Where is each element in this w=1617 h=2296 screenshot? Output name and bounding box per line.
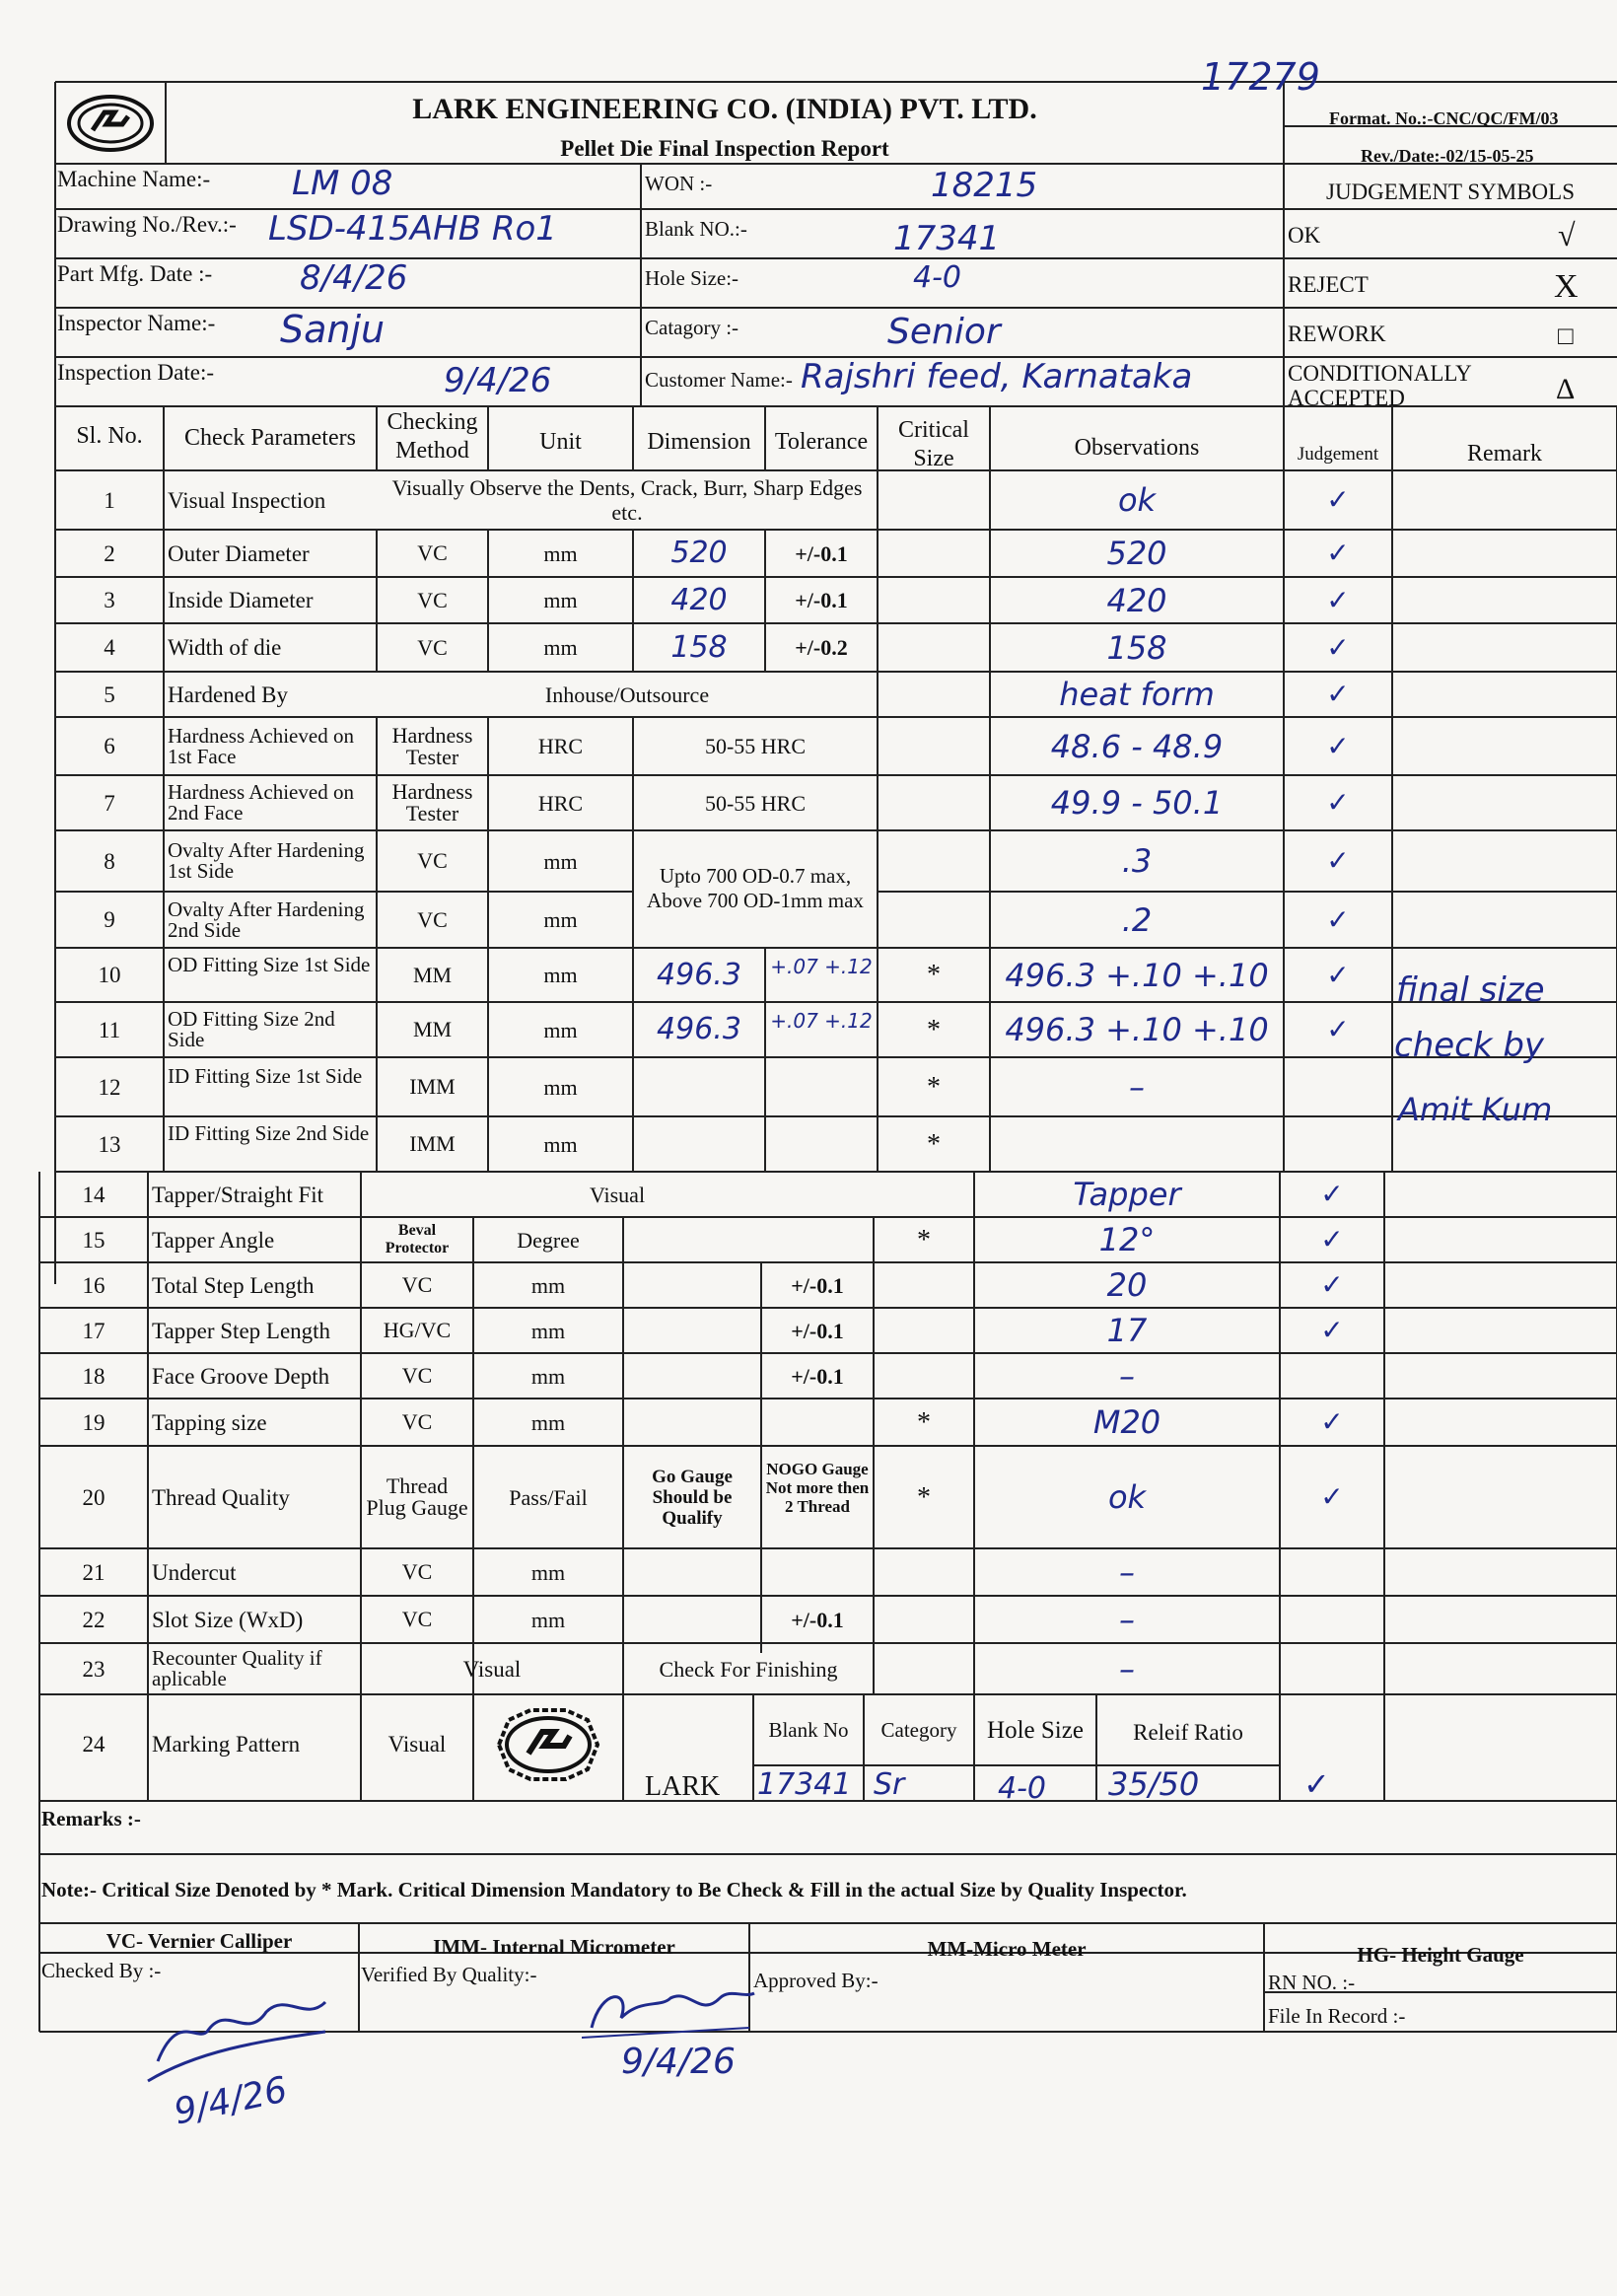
- row-number: 5: [104, 682, 115, 707]
- part-mfg-date-value: 8/4/26: [300, 258, 408, 298]
- row-judgement: ✓: [1326, 786, 1350, 819]
- row-checking-method: VC: [401, 1272, 433, 1297]
- remark-note-1: final size: [1396, 970, 1545, 1010]
- marking-value-hole: 4-0: [998, 1771, 1046, 1806]
- row-number: 11: [98, 1017, 121, 1042]
- row-judgement: ✓: [1320, 1405, 1344, 1438]
- row-unit: mm: [530, 1318, 566, 1343]
- row-unit: mm: [543, 848, 578, 874]
- marking-value-blank: 17341: [757, 1767, 852, 1802]
- row-observation: 20: [1106, 1266, 1148, 1304]
- format-number: Format. No.:-CNC/QC/FM/03: [1329, 108, 1559, 128]
- marking-header-hole: Hole Size: [987, 1717, 1084, 1744]
- row-observation: heat form: [1059, 676, 1215, 713]
- column-header: Unit: [539, 429, 582, 455]
- row-parameter: Tapper/Straight Fit: [152, 1182, 324, 1207]
- machine-name-value: LM 08: [292, 164, 393, 203]
- symbol-rework-label: REWORK: [1288, 322, 1386, 346]
- marking-header-releif: Releif Ratio: [1133, 1720, 1243, 1745]
- row-number: 17: [82, 1318, 105, 1343]
- row-judgement: ✓: [1320, 1480, 1344, 1513]
- row-unit: mm: [543, 1017, 578, 1042]
- lark-logo-icon: [479, 1702, 617, 1787]
- row-number: 1: [104, 487, 115, 513]
- inspection-date-label: Inspection Date:-: [57, 360, 215, 385]
- row-unit: HRC: [537, 734, 584, 758]
- row-parameter: OD Fitting Size 2nd Side: [168, 1007, 335, 1051]
- row-parameter: Thread Quality: [152, 1484, 290, 1510]
- row-unit: mm: [530, 1559, 566, 1585]
- part-mfg-date-label: Part Mfg. Date :-: [57, 261, 213, 286]
- marking-row-method: Visual: [387, 1732, 447, 1757]
- remarks-label: Remarks :-: [41, 1807, 141, 1830]
- row-observation: 158: [1106, 628, 1167, 667]
- row-parameter: Hardened By: [168, 682, 288, 707]
- row-unit: mm: [530, 1607, 566, 1632]
- row-observation: M20: [1092, 1403, 1161, 1441]
- row-tolerance: +/-0.1: [791, 1363, 844, 1389]
- row-observation: –: [1119, 1357, 1135, 1395]
- row-dimension: 158: [670, 629, 728, 665]
- row-judgement: ✓: [1326, 958, 1350, 991]
- row-critical-mark: *: [927, 960, 941, 990]
- row-parameter: Ovalty After Hardening 2nd Side: [168, 897, 365, 942]
- symbol-reject-label: REJECT: [1288, 272, 1369, 297]
- symbol-ok-label: OK: [1288, 223, 1321, 248]
- company-name: LARK ENGINEERING CO. (INDIA) PVT. LTD.: [412, 93, 1037, 125]
- row-critical-mark: *: [917, 1224, 931, 1256]
- row-judgement: ✓: [1326, 729, 1350, 762]
- inspector-name-value: Sanju: [280, 308, 386, 351]
- row-number: 20: [82, 1484, 105, 1510]
- row-unit: mm: [543, 1131, 578, 1157]
- blank-no-label: Blank NO.:-: [645, 217, 747, 241]
- row-observation: .3: [1121, 842, 1153, 880]
- row-critical-mark: *: [917, 1481, 931, 1513]
- judgement-symbols-title: JUDGEMENT SYMBOLS: [1326, 179, 1575, 204]
- row-dimension: 496.3: [657, 1012, 741, 1046]
- marking-header-blank: Blank No: [768, 1718, 849, 1742]
- marking-value-category: Sr: [874, 1767, 905, 1802]
- row-checking-method: VC: [401, 1409, 433, 1434]
- category-label: Catagory :-: [645, 316, 739, 339]
- column-header: Judgement: [1297, 444, 1379, 465]
- row-parameter: Ovalty After Hardening 1st Side: [168, 838, 365, 883]
- company-logo-icon: [63, 91, 158, 156]
- column-header: Remark: [1467, 441, 1542, 466]
- marking-row-param: Marking Pattern: [152, 1732, 301, 1757]
- approved-by-label: Approved By:-: [753, 1969, 879, 1992]
- customer-name-value: Rajshri feed, Karnataka: [801, 357, 1193, 396]
- row-number: 10: [98, 963, 121, 987]
- row-number: 4: [104, 635, 115, 660]
- row-judgement: ✓: [1320, 1268, 1344, 1301]
- row-checking-method: VC: [417, 906, 448, 932]
- checked-by-label: Checked By :-: [41, 1959, 162, 1982]
- row-checking-method: Hardness Tester: [391, 779, 473, 825]
- row-number: 2: [104, 540, 115, 566]
- legend-imm: IMM- Internal Micrometer: [433, 1935, 675, 1959]
- row-observation: –: [1129, 1068, 1145, 1106]
- row-checking-method: Thread Plug Gauge: [366, 1473, 468, 1520]
- row-number: 8: [104, 848, 115, 874]
- row-parameter: Hardness Achieved on 2nd Face: [168, 780, 354, 825]
- row-tolerance: +.07 +.12: [770, 1009, 873, 1033]
- row-parameter: ID Fitting Size 2nd Side: [168, 1121, 370, 1145]
- row-parameter: Outer Diameter: [168, 540, 310, 566]
- row-observation: 12°: [1098, 1221, 1156, 1258]
- row-dimension-tolerance: Check For Finishing: [659, 1656, 838, 1682]
- row-number: 6: [104, 734, 115, 758]
- row-parameter: ID Fitting Size 1st Side: [168, 1064, 363, 1088]
- legend-mm: MM-Micro Meter: [927, 1937, 1087, 1961]
- row-parameter: Visual Inspection: [168, 487, 326, 513]
- row-number: 14: [82, 1182, 105, 1207]
- category-value: Senior: [887, 312, 1001, 352]
- symbol-ok-mark: √: [1558, 217, 1576, 252]
- verifier-sign-date: 9/4/26: [621, 2042, 736, 2082]
- won-value: 18215: [931, 166, 1038, 205]
- column-header: Check Parameters: [184, 425, 356, 451]
- row-parameter: Tapper Angle: [152, 1227, 275, 1253]
- row-observation: ok: [1117, 481, 1157, 519]
- row-number: 22: [82, 1607, 105, 1632]
- row-parameter: Tapper Step Length: [152, 1318, 331, 1343]
- row-checking-method: VC: [417, 848, 448, 873]
- row-judgement: ✓: [1326, 537, 1350, 569]
- row-unit: mm: [543, 635, 578, 660]
- row-checking-method: VC: [401, 1559, 433, 1584]
- row-parameter: OD Fitting Size 1st Side: [168, 952, 371, 976]
- row-observation: Tapper: [1073, 1176, 1181, 1213]
- critical-size-note: Note:- Critical Size Denoted by * Mark. Critical Dimension Mandatory to Be Check & Fill in the actual Size by Quality Inspector.: [41, 1878, 1187, 1901]
- row-judgement: ✓: [1320, 1314, 1344, 1346]
- row-tolerance: +.07 +.12: [770, 954, 873, 978]
- row-unit: Pass/Fail: [509, 1484, 588, 1510]
- row-judgement: ✓: [1326, 630, 1350, 664]
- row-judgement: ✓: [1326, 902, 1350, 936]
- row-checking-method: HG/VC: [383, 1318, 452, 1342]
- row-judgement: ✓: [1326, 1013, 1350, 1045]
- row-critical-mark: *: [927, 1128, 941, 1160]
- row-tolerance: +/-0.1: [791, 1607, 844, 1632]
- marking-logo-text: LARK: [645, 1771, 721, 1802]
- symbol-rework-mark: □: [1558, 322, 1574, 350]
- row-tolerance: +/-0.1: [795, 588, 848, 612]
- inspector-name-label: Inspector Name:-: [57, 311, 216, 335]
- row-judgement: ✓: [1326, 583, 1350, 616]
- row-checking-method: VC: [417, 540, 448, 565]
- checker-signature: [138, 1973, 335, 2091]
- row-method-unit: Visual: [462, 1656, 522, 1682]
- rn-no-label: RN NO. :-: [1268, 1971, 1356, 1994]
- column-header: Sl. No.: [76, 423, 143, 449]
- row-unit: Degree: [517, 1227, 580, 1253]
- row-tolerance: +/-0.1: [791, 1318, 844, 1343]
- row-observation: 496.3 +.10 +.10: [1005, 1011, 1269, 1048]
- row-observation: 49.9 - 50.1: [1050, 784, 1224, 822]
- row-dimension: 520: [670, 536, 728, 570]
- row-number: 23: [82, 1656, 105, 1682]
- row-merged-spec: Visual: [589, 1182, 646, 1207]
- row-number: 13: [98, 1131, 121, 1157]
- won-label: WON :-: [645, 172, 713, 195]
- legend-hg: HG- Height Gauge: [1357, 1943, 1524, 1967]
- ovalty-spec: Upto 700 OD-0.7 max, Above 700 OD-1mm max: [647, 864, 864, 912]
- row-parameter: Tapping size: [152, 1409, 267, 1435]
- row-judgement: ✓: [1320, 1178, 1344, 1210]
- row-tolerance: +/-0.1: [791, 1272, 844, 1298]
- machine-name-label: Machine Name:-: [57, 167, 211, 191]
- row-observation: –: [1119, 1553, 1135, 1591]
- row-dimension: 420: [670, 582, 728, 617]
- row-parameter: Slot Size (WxD): [152, 1607, 304, 1632]
- row-parameter: Recounter Quality if aplicable: [152, 1646, 322, 1690]
- row-unit: mm: [530, 1409, 566, 1435]
- row-parameter: Face Groove Depth: [152, 1363, 330, 1389]
- row-parameter: Inside Diameter: [168, 588, 314, 612]
- marking-judgement: ✓: [1303, 1765, 1330, 1803]
- row-checking-method: Hardness Tester: [391, 722, 473, 769]
- row-judgement: ✓: [1320, 1223, 1344, 1256]
- row-number: 9: [104, 907, 115, 932]
- row-dimension: 496.3: [657, 957, 741, 992]
- row-parameter: Hardness Achieved on 1st Face: [168, 723, 354, 768]
- verified-by-label: Verified By Quality:-: [361, 1963, 537, 1986]
- row-parameter: Total Step Length: [152, 1272, 315, 1298]
- row-observation: 496.3 +.10 +.10: [1005, 956, 1269, 994]
- row-number: 3: [104, 588, 115, 612]
- symbol-conditional-mark: Δ: [1556, 373, 1576, 405]
- marking-value-releif: 35/50: [1108, 1765, 1200, 1803]
- row-observation: 420: [1106, 581, 1167, 619]
- row-tolerance: +/-0.1: [795, 540, 848, 566]
- symbol-reject-mark: X: [1554, 268, 1579, 305]
- revision-date: Rev./Date:-02/15-05-25: [1361, 146, 1534, 166]
- marking-header-category: Category: [880, 1718, 957, 1742]
- row-observation: 48.6 - 48.9: [1050, 727, 1224, 765]
- inspection-date-value: 9/4/26: [444, 361, 552, 400]
- row-observation: 520: [1106, 535, 1167, 572]
- row-unit: HRC: [537, 790, 584, 816]
- row-checking-method: IMM: [409, 1074, 456, 1099]
- column-header: Tolerance: [774, 429, 869, 455]
- checker-sign-date: 9/4/26: [171, 2069, 291, 2133]
- column-header: Checking Method: [387, 409, 478, 464]
- column-header: Dimension: [647, 429, 751, 455]
- row-judgement: ✓: [1326, 844, 1350, 877]
- row-number: 21: [82, 1559, 105, 1585]
- row-unit: mm: [543, 540, 578, 566]
- report-subtitle: Pellet Die Final Inspection Report: [560, 136, 889, 161]
- row-observation: 17: [1106, 1312, 1148, 1349]
- column-header: Observations: [1074, 435, 1200, 461]
- row-dimension: Go Gauge Should be Qualify: [652, 1466, 733, 1529]
- row-judgement: ✓: [1326, 678, 1350, 710]
- row-critical-mark: *: [927, 1014, 941, 1045]
- legend-vc: VC- Vernier Calliper: [105, 1929, 293, 1953]
- row-merged-spec: Inhouse/Outsource: [544, 682, 710, 707]
- hole-size-label: Hole Size:-: [645, 266, 739, 290]
- row-checking-method: VC: [417, 634, 448, 660]
- row-number: 15: [82, 1227, 105, 1253]
- row-checking-method: MM: [412, 962, 453, 987]
- hole-size-value: 4-0: [913, 260, 961, 295]
- row-unit: mm: [543, 1074, 578, 1100]
- row-checking-method: Beval Protector: [385, 1222, 450, 1256]
- row-number: 12: [98, 1074, 121, 1100]
- row-number: 7: [104, 790, 115, 816]
- row-unit: mm: [543, 588, 578, 612]
- row-tolerance: NOGO Gauge Not more then 2 Thread: [765, 1460, 870, 1516]
- row-dimension-tolerance: 50-55 HRC: [704, 790, 807, 816]
- row-observation: ok: [1107, 1478, 1147, 1516]
- row-observation: –: [1119, 1601, 1135, 1638]
- row-tolerance: +/-0.2: [795, 635, 848, 660]
- row-judgement: ✓: [1326, 483, 1350, 516]
- row-observation: .2: [1121, 900, 1153, 939]
- drawing-label: Drawing No./Rev.:-: [57, 212, 237, 237]
- remark-note-3: Amit Kum: [1398, 1091, 1553, 1128]
- row-number: 19: [82, 1409, 105, 1435]
- row-dimension-tolerance: 50-55 HRC: [704, 734, 807, 758]
- file-in-record-label: File In Record :-: [1268, 2004, 1406, 2028]
- row-parameter: Width of die: [168, 635, 282, 660]
- customer-name-label: Customer Name:-: [645, 368, 793, 392]
- row-checking-method: IMM: [409, 1131, 456, 1156]
- remark-note-2: check by: [1394, 1026, 1545, 1065]
- symbol-conditional-label: CONDITIONALLY ACCEPTED: [1288, 361, 1471, 410]
- row-critical-mark: *: [917, 1406, 931, 1438]
- row-unit: mm: [530, 1272, 566, 1298]
- row-unit: mm: [530, 1363, 566, 1389]
- verifier-signature: [582, 1969, 759, 2047]
- marking-row-number: 24: [82, 1732, 105, 1757]
- document-number: 17279: [1201, 55, 1320, 99]
- row-critical-mark: *: [927, 1071, 941, 1103]
- row-number: 16: [82, 1272, 105, 1298]
- drawing-value: LSD-415AHB Ro1: [268, 209, 557, 249]
- row-unit: mm: [543, 907, 578, 932]
- blank-no-value: 17341: [893, 219, 1001, 258]
- row-parameter: Undercut: [152, 1559, 237, 1585]
- row-unit: mm: [543, 963, 578, 987]
- row-checking-method: MM: [412, 1017, 453, 1041]
- row-observation: –: [1119, 1650, 1135, 1687]
- row-merged-spec: Visually Observe the Dents, Crack, Burr, Sharp Edges etc.: [391, 475, 863, 525]
- row-checking-method: VC: [417, 587, 448, 612]
- row-number: 18: [82, 1363, 105, 1389]
- column-header: Critical Size: [898, 417, 969, 471]
- row-checking-method: VC: [401, 1607, 433, 1631]
- row-checking-method: VC: [401, 1363, 433, 1388]
